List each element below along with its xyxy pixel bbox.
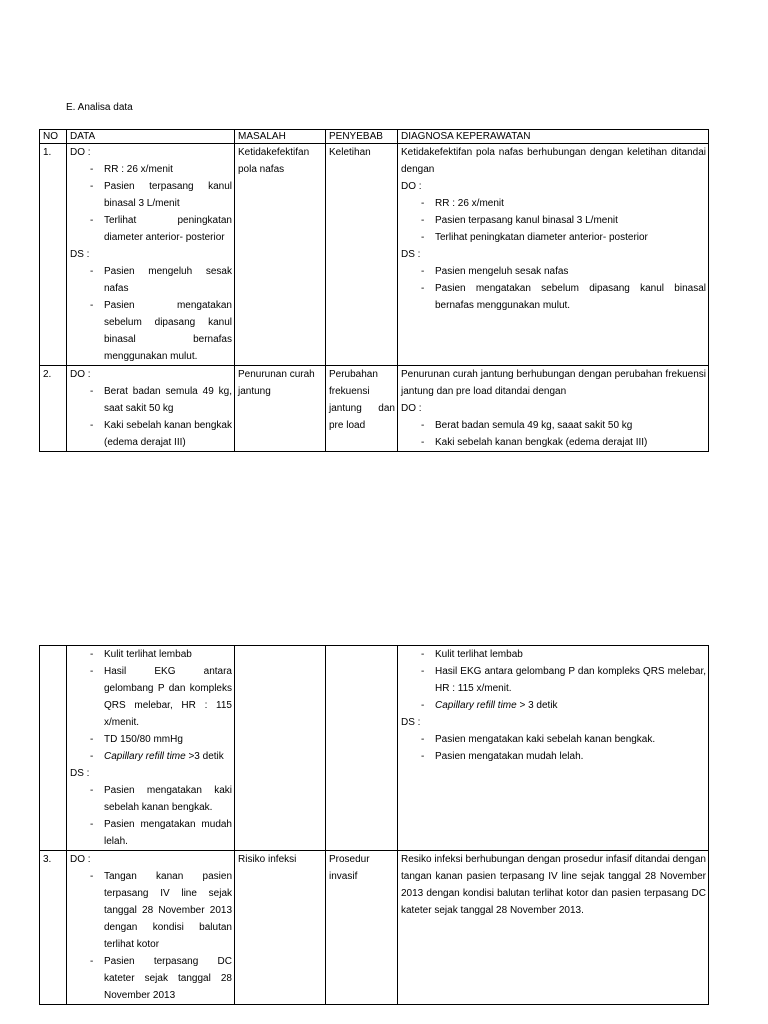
data-cell [67,366,235,452]
diagnosa-text: Penurunan curah jantung berhubungan dengan perubahan frekuensi jantung dan pre load ditandai dengan [401,369,706,397]
list-item: - Pasien mengatakan kaki sebelah kanan bengkak. [70,782,232,816]
do-list [401,646,706,714]
ds-list [401,731,706,765]
diagnosa-cell [398,851,709,1005]
do-label: DO : [70,854,91,865]
list-item: - Pasien terpasang DC kateter sejak tanggal 28 November 2013 [70,953,232,1004]
ds-list [70,263,232,365]
list-item: - Terlihat peningkatan diameter anterior- posterior [70,212,232,246]
table-row [40,144,709,366]
do-list [70,383,232,451]
do-label: DO : [70,369,91,380]
list-item: - Pasien mengeluh sesak nafas [70,263,232,297]
masalah-cell: Ketidakefektifan pola nafas [235,144,326,366]
list-item: - RR : 26 x/menit [401,195,706,212]
list-item: - Berat badan semula 49 kg, saat sakit 50 kg [70,383,232,417]
crt-italic: Capillary refill time [435,700,517,711]
diagnosa-text: Ketidakefektifan pola nafas berhubungan dengan keletihan ditandai dengan [401,147,706,175]
list-item [70,748,232,765]
list-item: - Terlihat peningkatan diameter anterior- posterior [401,229,706,246]
penyebab-cell: Prosedur invasif [326,851,398,1005]
analysis-table-page-2 [39,645,709,1005]
crt-italic: Capillary refill time [104,751,186,762]
data-cell [67,851,235,1005]
do-list [70,161,232,246]
ds-list [70,782,232,850]
ds-label: DS : [401,249,421,260]
list-item: - Hasil EKG antara gelombang P dan kompleks QRS melebar, HR : 115 x/menit. [70,663,232,731]
row-number [40,646,67,851]
masalah-cell [235,646,326,851]
list-item: - Kaki sebelah kanan bengkak (edema derajat III) [401,434,706,451]
ds-label: DS : [70,249,90,260]
ds-label: DS : [401,717,421,728]
do-label: DO : [401,181,422,192]
row-number: 2. [40,366,67,452]
row-number: 3. [40,851,67,1005]
col-header-diagnosa: DIAGNOSA KEPERAWATAN [398,130,709,144]
list-item: - Pasien terpasang kanul binasal 3 L/menit [70,178,232,212]
list-item: - Pasien mengatakan sebelum dipasang kanul binasal bernafas menggunakan mulut. [401,280,706,314]
list-item: - RR : 26 x/menit [70,161,232,178]
do-label: DO : [401,403,422,414]
masalah-cell: Risiko infeksi [235,851,326,1005]
list-item [401,697,706,714]
col-header-masalah: MASALAH [235,130,326,144]
do-label: DO : [70,147,91,158]
section-heading: E. Analisa data [66,102,133,113]
list-item: - Kulit terlihat lembab [70,646,232,663]
masalah-cell: Penurunan curah jantung [235,366,326,452]
list-item: - Kaki sebelah kanan bengkak (edema derajat III) [70,417,232,451]
list-item: - Kulit terlihat lembab [401,646,706,663]
penyebab-cell: Perubahan frekuensi jantung dan pre load [326,366,398,452]
row-number: 1. [40,144,67,366]
table-row [40,366,709,452]
list-item: - Berat badan semula 49 kg, saaat sakit 50 kg [401,417,706,434]
table-header-row [40,130,709,144]
list-item: - Pasien mengatakan mudah lelah. [401,748,706,765]
list-item: - Hasil EKG antara gelombang P dan kompleks QRS melebar, HR : 115 x/menit. [401,663,706,697]
list-item: - Tangan kanan pasien terpasang IV line sejak tanggal 28 November 2013 dengan kondisi balutan terlihat kotor [70,868,232,953]
crt-value: >3 detik [185,751,224,762]
analysis-table-page-1 [39,129,709,452]
penyebab-cell [326,646,398,851]
do-list [401,195,706,246]
crt-value: > 3 detik [516,700,558,711]
col-header-penyebab: PENYEBAB [326,130,398,144]
list-item: - TD 150/80 mmHg [70,731,232,748]
list-item: - Pasien mengatakan mudah lelah. [70,816,232,850]
list-item: - Pasien mengeluh sesak nafas [401,263,706,280]
diagnosa-text: Resiko infeksi berhubungan dengan prosedur infasif ditandai dengan tangan kanan pasien terpasang IV line sejak tanggal 28 November 2013 dengan kondisi balutan terlihat kotor dan pasien terpasang DC kateter sejak tanggal 28 November 2013. [401,854,706,916]
list-item: - Pasien terpasang kanul binasal 3 L/menit [401,212,706,229]
do-list [401,417,706,451]
ds-list [401,263,706,314]
list-item: - Pasien mengatakan sebelum dipasang kanul binasal bernafas menggunakan mulut. [70,297,232,365]
list-item: - Pasien mengatakan kaki sebelah kanan bengkak. [401,731,706,748]
diagnosa-cell [398,144,709,366]
table-row [40,646,709,851]
col-header-data: DATA [67,130,235,144]
do-list [70,868,232,1004]
diagnosa-cell [398,646,709,851]
data-cell [67,144,235,366]
penyebab-cell: Keletihan [326,144,398,366]
table-row [40,851,709,1005]
col-header-no: NO [40,130,67,144]
ds-label: DS : [70,768,90,779]
diagnosa-cell [398,366,709,452]
do-list [70,646,232,765]
data-cell [67,646,235,851]
